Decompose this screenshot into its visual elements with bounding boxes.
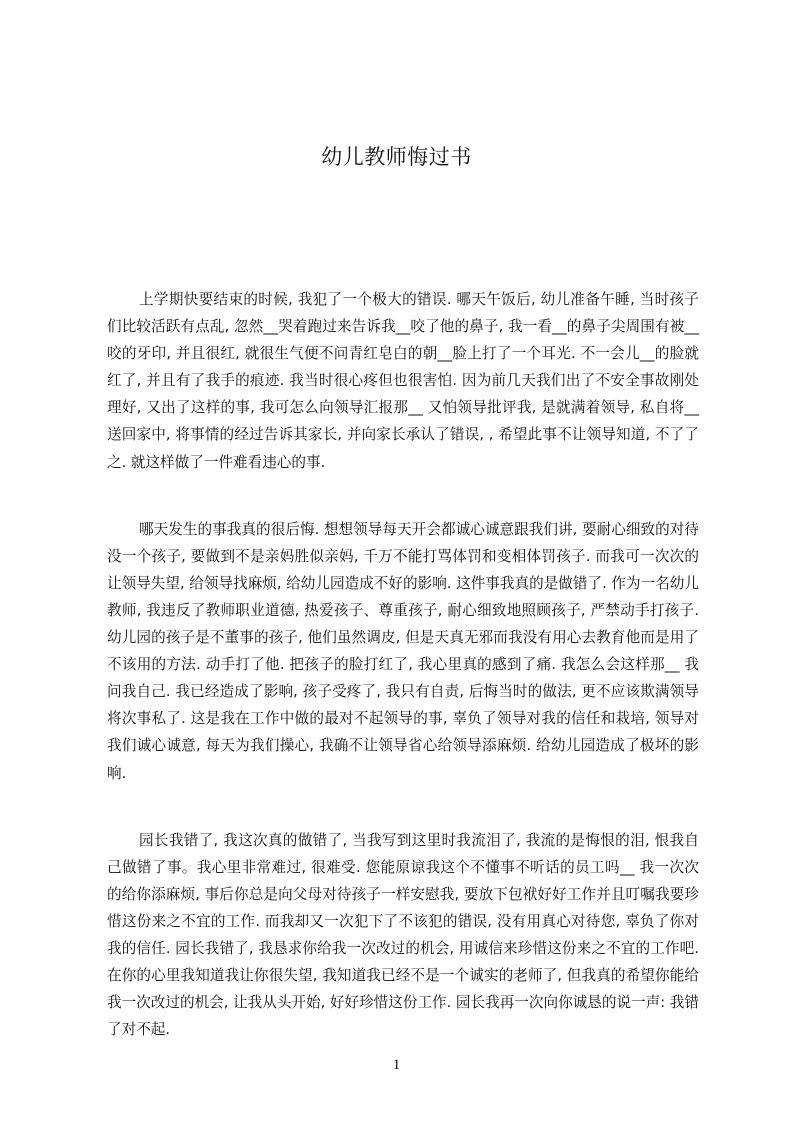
document-title: 幼儿教师悔过书 [321, 145, 472, 169]
paragraph-3: 园长我错了, 我这次真的做错了, 当我写到这里时我流泪了, 我流的是悔恨的泪, 恨我自己做错了事。我心里非常难过, 很难受. 您能原谅我这个不懂事不听话的员工吗__ 我一次次的给你添麻烦, 事后你总是向父母对待孩子一样安慰我, 要放下包袱好好工作并且叮嘱我要珍惜这份来之不宜的工作. 而我却又一次犯下了不该犯的错误, 没有用真心对待您, 辜负了你对我的信任. 园长我错了, 我恳求你给我一次改过的机会, 用诚信来珍惜这份来之不宜的工作吧. 在你的心里我知道我让你很失望, 我知道我已经不是一个诚实的老师了, 但我真的希望你能给我一次改过的机会, 让我从头开始, 好好珍惜这份工作. 园长我再一次向你诚恳的说一声: 我错了对不起. [107, 831, 699, 1039]
page-number: 1 [392, 1057, 401, 1073]
document-body [107, 286, 699, 1083]
paragraph-1: 上学期快要结束的时候, 我犯了一个极大的错误. 哪天午饭后, 幼儿准备午睡, 当时孩子们比较活跃有点乱, 忽然__哭着跑过来告诉我__咬了他的鼻子, 我一看__的鼻子尖周围有被__咬的牙印, 并且很红, 就很生气便不问青红皂白的朝__脸上打了一个耳光. 不一会儿__的脸就红了, 并且有了我手的痕迹. 我当时很心疼但也很害怕. 因为前几天我们出了不安全事故刚处理好, 又出了这样的事, 我可怎么向领导汇报那__ 又怕领导批评我, 是就满着领导, 私自将__送回家中, 将事情的经过告诉其家长, 并向家长承认了错误, , 希望此事不让领导知道, 不了了之. 就这样做了一件难看违心的事. [107, 291, 699, 471]
paragraph-2: 哪天发生的事我真的很后悔. 想想领导每天开会都诚心诚意跟我们讲, 要耐心细致的对待没一个孩子, 要做到不是亲妈胜似亲妈, 千万不能打骂体罚和变相体罚孩子. 而我可一次次的让领导失望, 给领导找麻烦, 给幼儿园造成不好的影响. 这件事我真的是做错了. 作为一名幼儿教师, 我违反了教师职业道德, 热爱孩子、尊重孩子, 耐心细致地照顾孩子, 严禁动手打孩子. 幼儿园的孩子是不董事的孩子, 他们虽然调皮, 但是天真无邪而我没有用心去教育他而是用了不该用的方法. 动手打了他. 把孩子的脸打红了, 我心里真的感到了痛. 我怎么会这样那__ 我问我自己. 我已经造成了影响, 孩子受疼了, 我只有自责, 后悔当时的做法, 更不应该欺满领导将次事私了. 这是我在工作中做的最对不起领导的事, 辜负了领导对我的信任和栽培, 领导对我们诚心诚意, 每天为我们操心, 我确不让领导省心给领导添麻烦. 给幼儿园造成了极坏的影响. [107, 520, 699, 782]
